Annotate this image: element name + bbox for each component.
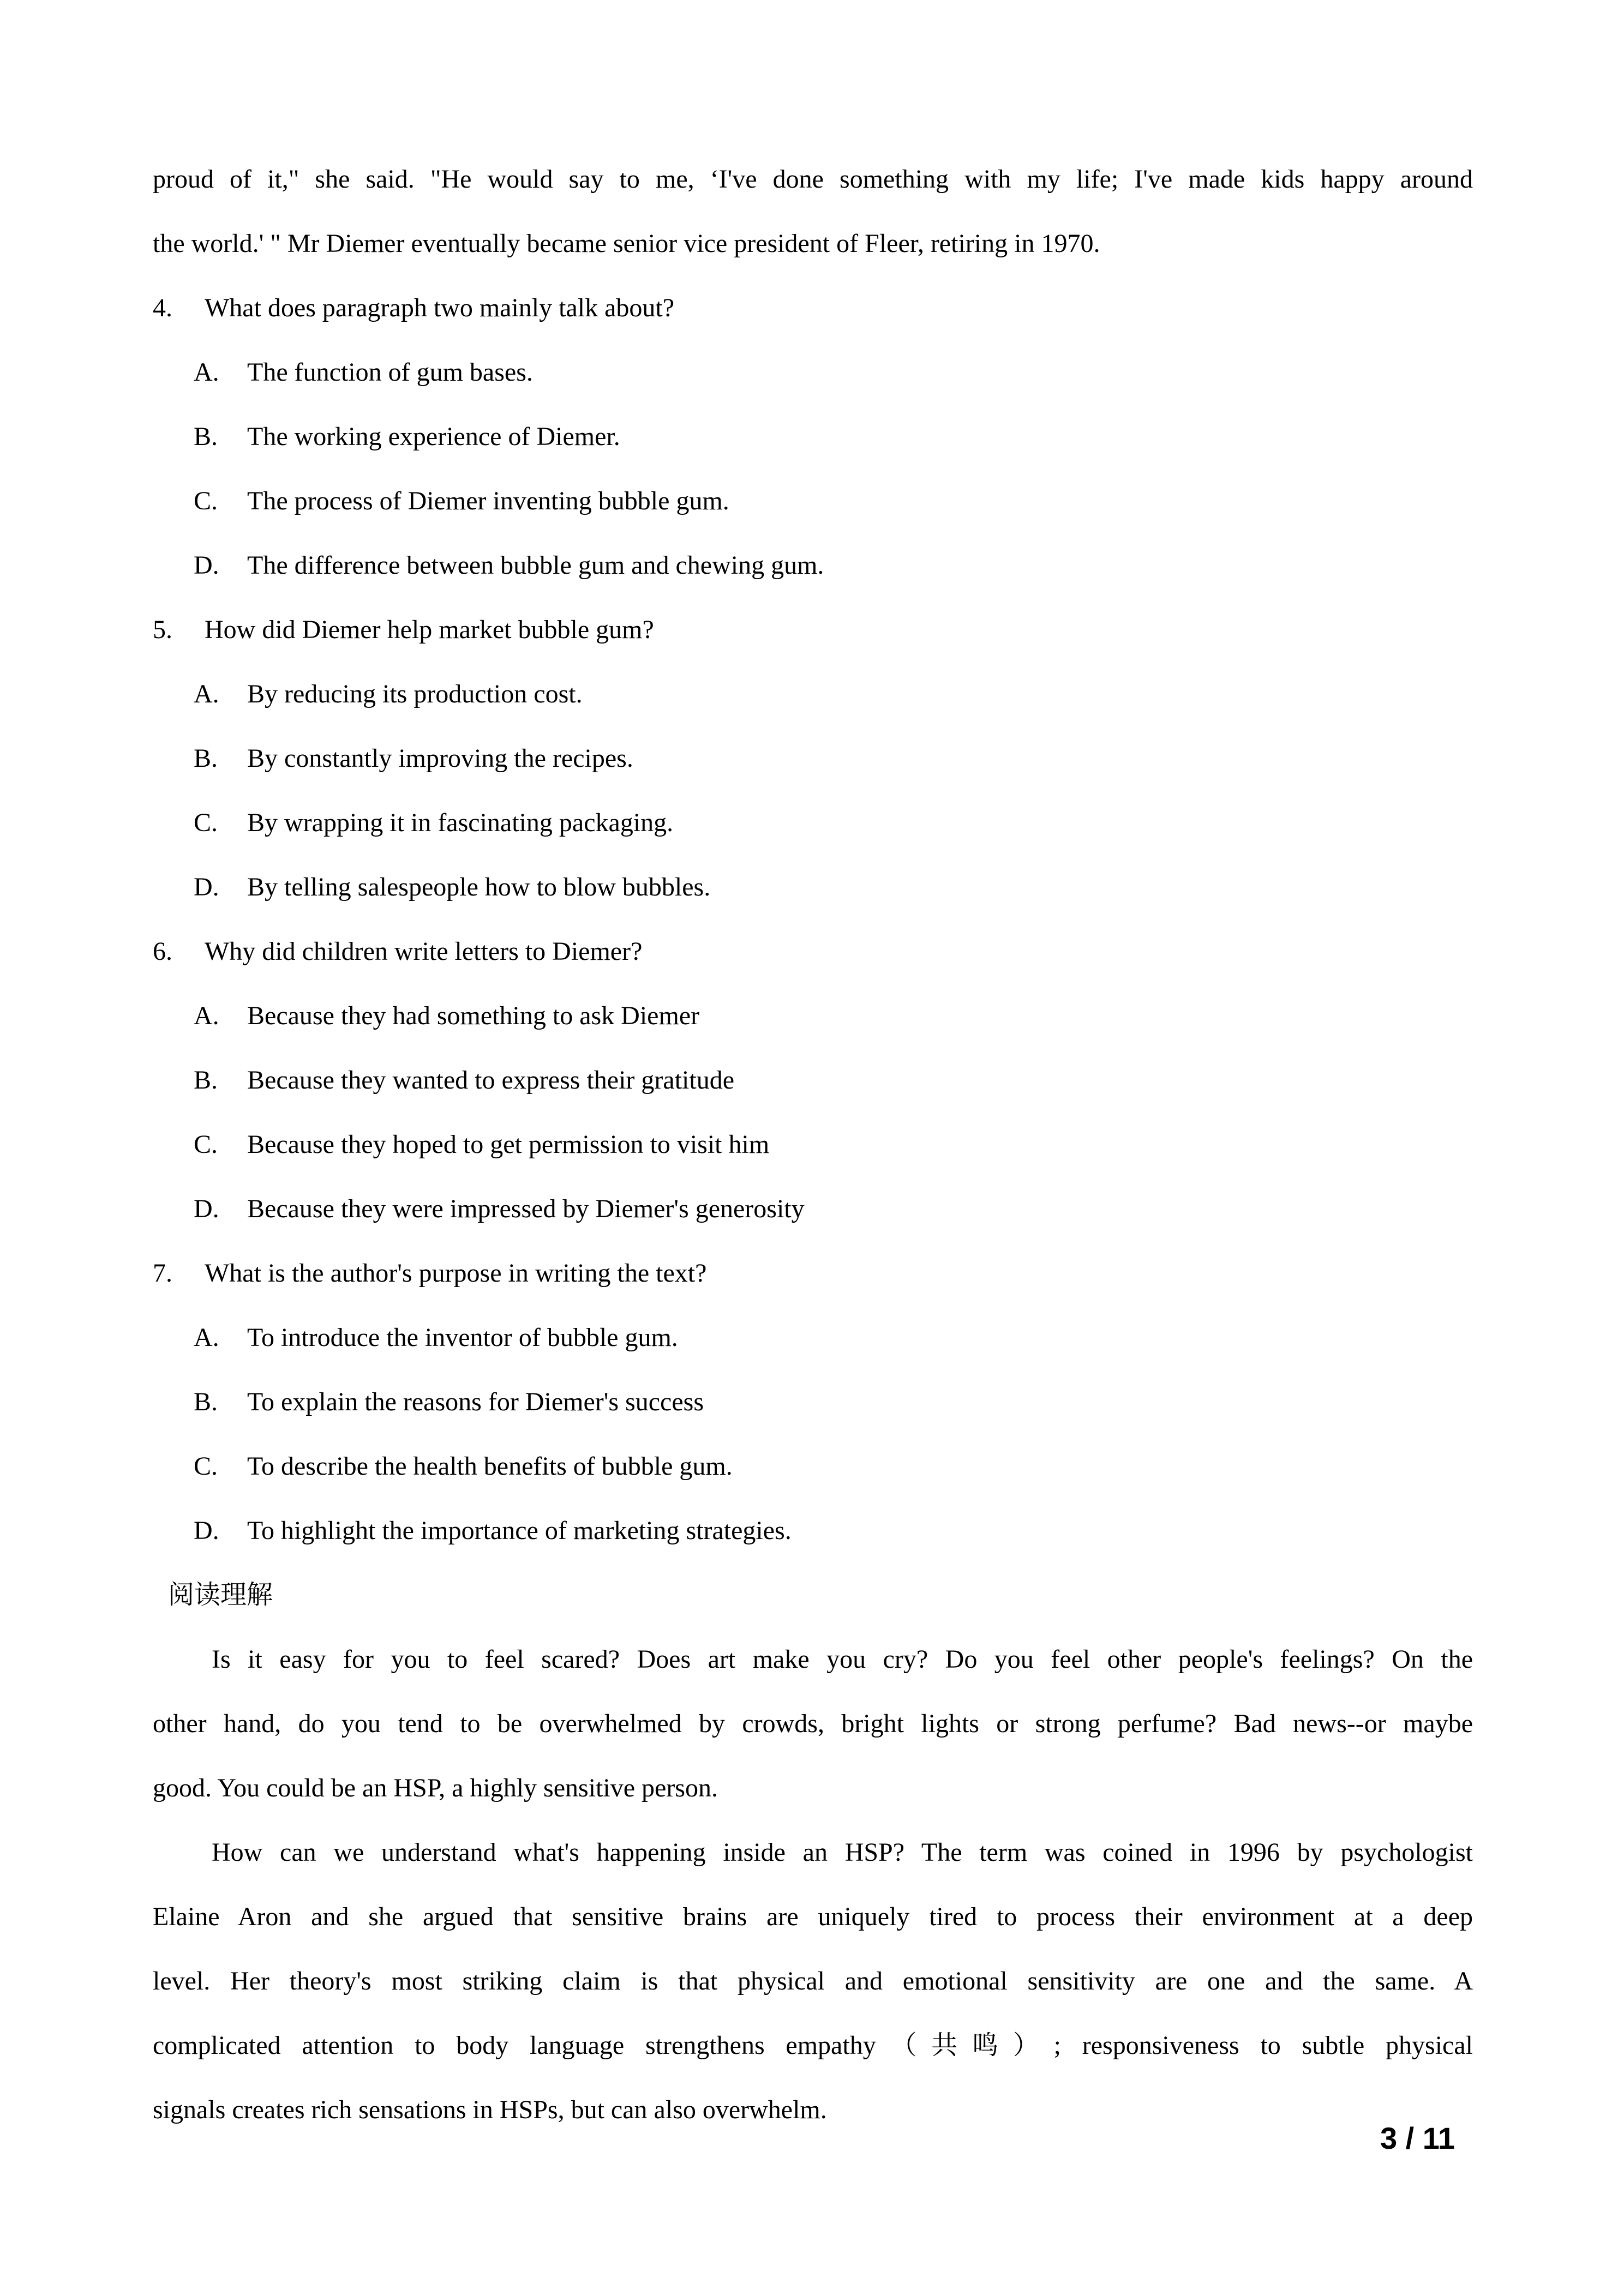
passage-paragraph-2	[153, 1820, 1473, 2142]
option-text: By reducing its production cost.	[247, 680, 583, 708]
option-row	[153, 855, 1473, 919]
option-label: A.	[194, 1323, 219, 1352]
option-row	[153, 662, 1473, 726]
question-number: 4.	[153, 293, 172, 322]
option-label: D.	[194, 873, 219, 901]
option-text: The function of gum bases.	[247, 358, 533, 387]
paragraph-line: good. You could be an HSP, a highly sensitive person.	[153, 1774, 718, 1802]
option-text: By telling salespeople how to blow bubbles.	[247, 873, 711, 901]
question-line	[153, 919, 1473, 984]
option-row	[153, 726, 1473, 791]
option-label: C.	[194, 808, 218, 837]
option-label: A.	[194, 358, 219, 387]
paragraph-line: complicated attention to body language strengthens empathy（共鸣）; responsiveness to subtle physical	[153, 2031, 1473, 2060]
paragraph-line: proud of it," she said. "He would say to me, ‘I've done something with my life; I've made kids happy around	[153, 165, 1473, 194]
question-block-5	[153, 598, 1473, 919]
option-label: C.	[194, 486, 218, 515]
paragraph-line: How can we understand what's happening inside an HSP? The term was coined in 1996 by psychologist	[212, 1838, 1473, 1867]
option-row	[153, 1370, 1473, 1434]
option-text: The difference between bubble gum and chewing gum.	[247, 551, 824, 580]
paragraph-line: the world.' " Mr Diemer eventually became senior vice president of Fleer, retiring in 1970.	[153, 229, 1100, 258]
option-label: B.	[194, 422, 218, 451]
passage-paragraph-1	[153, 1627, 1473, 1820]
option-row	[153, 1499, 1473, 1563]
section-heading: 阅读理解	[168, 1580, 273, 1609]
option-row	[153, 533, 1473, 598]
question-text: What is the author's purpose in writing the text?	[205, 1259, 707, 1288]
question-line	[153, 598, 1473, 662]
question-text: What does paragraph two mainly talk about?	[205, 293, 675, 322]
question-block-7	[153, 1241, 1473, 1563]
option-row	[153, 1177, 1473, 1241]
option-row	[153, 1306, 1473, 1370]
option-text: By constantly improving the recipes.	[247, 744, 633, 773]
option-text: To explain the reasons for Diemer's success	[247, 1387, 704, 1416]
option-row	[153, 469, 1473, 533]
paragraph-line: Is it easy for you to feel scared? Does art make you cry? Do you feel other people's feelings? On the	[212, 1645, 1473, 1674]
option-row	[153, 791, 1473, 855]
option-label: B.	[194, 744, 218, 773]
option-row	[153, 1434, 1473, 1499]
option-row	[153, 340, 1473, 405]
question-line	[153, 1241, 1473, 1306]
paragraph-line: signals creates rich sensations in HSPs, but can also overwhelm.	[153, 2095, 827, 2124]
option-label: C.	[194, 1130, 218, 1159]
intro-paragraph	[153, 147, 1473, 276]
option-row	[153, 405, 1473, 469]
option-text: The working experience of Diemer.	[247, 422, 620, 451]
option-label: D.	[194, 1516, 219, 1545]
question-number: 5.	[153, 615, 172, 644]
question-text: Why did children write letters to Diemer?	[205, 937, 643, 966]
option-text: Because they had something to ask Diemer	[247, 1001, 700, 1030]
option-text: Because they wanted to express their gratitude	[247, 1066, 735, 1095]
page-number: 3 / 11	[1380, 2121, 1455, 2155]
option-row	[153, 1048, 1473, 1113]
question-number: 7.	[153, 1259, 172, 1288]
option-label: A.	[194, 680, 219, 708]
option-label: B.	[194, 1387, 218, 1416]
option-label: C.	[194, 1452, 218, 1481]
option-row	[153, 1113, 1473, 1177]
question-block-4	[153, 276, 1473, 598]
question-line	[153, 276, 1473, 340]
option-label: A.	[194, 1001, 219, 1030]
option-text: Because they were impressed by Diemer's generosity	[247, 1194, 805, 1223]
option-text: The process of Diemer inventing bubble gum.	[247, 486, 729, 515]
option-label: D.	[194, 551, 219, 580]
paragraph-line: level. Her theory's most striking claim is that physical and emotional sensitivity are one and the same. A	[153, 1967, 1473, 1996]
question-text: How did Diemer help market bubble gum?	[205, 615, 654, 644]
question-number: 6.	[153, 937, 172, 966]
question-block-6	[153, 919, 1473, 1241]
option-label: B.	[194, 1066, 218, 1095]
option-text: To introduce the inventor of bubble gum.	[247, 1323, 678, 1352]
option-text: To highlight the importance of marketing strategies.	[247, 1516, 792, 1545]
paragraph-line: other hand, do you tend to be overwhelmed by crowds, bright lights or strong perfume? Bad news--or maybe	[153, 1709, 1473, 1738]
paragraph-line: Elaine Aron and she argued that sensitive brains are uniquely tired to process their environment at a deep	[153, 1902, 1473, 1931]
option-label: D.	[194, 1194, 219, 1223]
option-text: By wrapping it in fascinating packaging.	[247, 808, 674, 837]
option-text: Because they hoped to get permission to visit him	[247, 1130, 770, 1159]
option-row	[153, 984, 1473, 1048]
option-text: To describe the health benefits of bubble gum.	[247, 1452, 733, 1481]
